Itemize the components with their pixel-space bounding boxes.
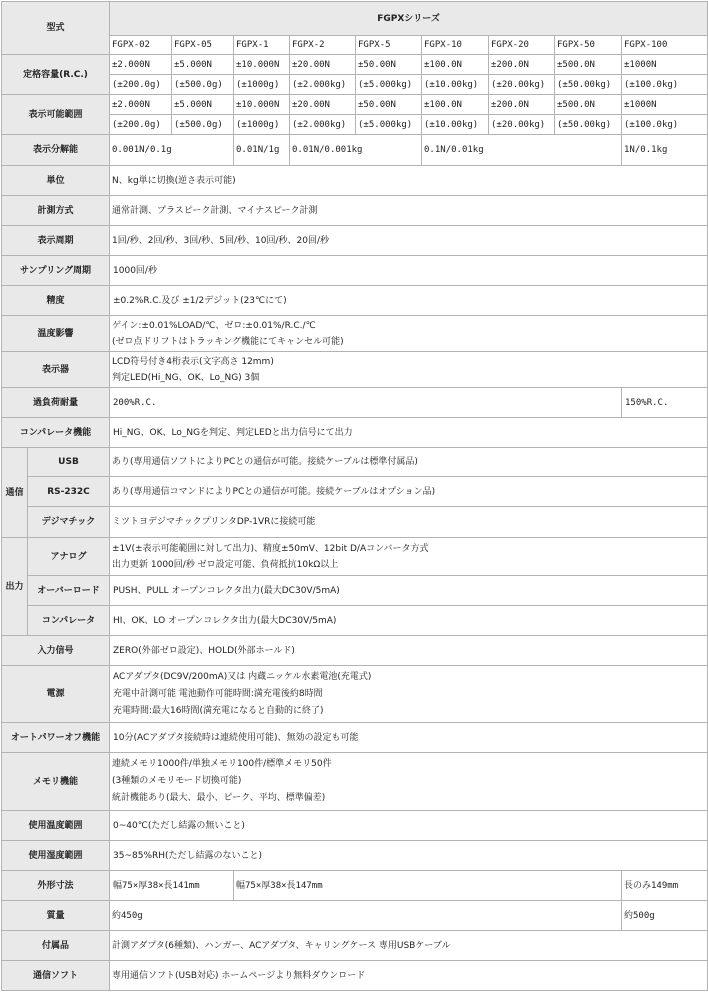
display-range-n: ±100.0N (422, 95, 489, 115)
dimensions-label: 外形寸法 (2, 871, 110, 901)
rs232c-label: RS-232C (28, 477, 110, 507)
display-range-kg: (±2.000kg) (290, 115, 356, 135)
power-label: 電源 (2, 666, 110, 723)
input-signal-value: ZERO(外部ゼロ設定)、HOLD(外部ホールド) (110, 636, 708, 666)
resolution-value: 0.01N/0.001kg (290, 135, 422, 166)
display-range-kg: (±100.0kg) (622, 115, 708, 135)
display-line: LCD符号付き4桁表示(文字高さ 12mm) (112, 356, 274, 367)
auto-power-off-label: オートパワーオフ機能 (2, 723, 110, 753)
display-range-kg: (±1000g) (234, 115, 290, 135)
auto-power-off-value: 10分(ACアダプタ接続時は連続使用可能)、無効の設定も可能 (110, 723, 708, 753)
overload-output-value: PUSH、PULL オープンコレクタ出力(最大DC30V/5mA) (110, 576, 708, 606)
overload-label: 過負荷耐量 (2, 388, 110, 418)
dimensions-value: 幅75×厚38×長141mm (110, 871, 234, 901)
resolution-label: 表示分解能 (2, 135, 110, 166)
overload-value: 200%R.C. (110, 388, 622, 418)
memory-line: 連続メモリ1000件/単独メモリ100件/標準メモリ50件 (112, 759, 332, 769)
resolution-value: 0.1N/0.01kg (422, 135, 622, 166)
rs232c-value: あり(専用通信コマンドによりPCとの通信が可能。接続ケーブルはオプション品) (110, 477, 708, 507)
comparator-value: Hi_NG、OK、Lo_NGを判定、判定LEDと出力信号にて出力 (110, 418, 708, 448)
display-range-n: ±10.000N (234, 95, 290, 115)
display-value (110, 352, 708, 388)
model-name: FGPX-1 (234, 36, 290, 55)
analog-line: 出力更新 1000回/秒 ゼロ設定可能、負荷抵抗10kΩ以上 (112, 559, 339, 570)
temp-effect-value (110, 316, 708, 352)
model-label: 型式 (2, 2, 110, 55)
dimensions-value: 長のみ149mm (622, 871, 708, 901)
display-range-kg: (±20.00kg) (489, 115, 555, 135)
output-group-label: 出力 (2, 538, 28, 636)
display-range-n: ±500.0N (555, 95, 622, 115)
display-range-kg: (±200.0g) (110, 115, 172, 135)
op-humidity-value: 35~85%RH(ただし結露のないこと) (110, 841, 708, 871)
rated-capacity-n: ±200.0N (489, 55, 555, 75)
rated-capacity-kg: (±10.00kg) (422, 75, 489, 95)
display-range-n: ±20.00N (290, 95, 356, 115)
power-line: 充電時間:最大16時間(満充電になると自動的に終了) (113, 705, 324, 716)
display-label: 表示器 (2, 352, 110, 388)
digimatic-label: デジマチック (28, 507, 110, 538)
analog-line: ±1V(±表示可能範囲に対して出力)、精度±50mV、12bit D/Aコンバータ方式 (112, 543, 429, 554)
series-title: FGPXシリーズ (110, 2, 708, 36)
rated-capacity-kg: (±20.00kg) (489, 75, 555, 95)
usb-label: USB (28, 448, 110, 477)
rated-capacity-n: ±50.00N (356, 55, 422, 75)
mass-value: 約500g (622, 901, 708, 931)
display-cycle-label: 表示周期 (2, 226, 110, 256)
display-range-n: ±5.000N (172, 95, 234, 115)
power-line: 充電中計測可能 電池動作可能時間:満充電後約8時間 (113, 688, 323, 699)
accuracy-label: 精度 (2, 286, 110, 316)
model-name: FGPX-20 (489, 36, 555, 55)
rated-capacity-n: ±500.0N (555, 55, 622, 75)
power-value (110, 666, 708, 723)
comm-soft-value: 専用通信ソフト(USB対応) ホームページより無料ダウンロード (110, 961, 708, 991)
op-humidity-label: 使用湿度範囲 (2, 841, 110, 871)
rated-capacity-n: ±20.00N (290, 55, 356, 75)
model-name: FGPX-05 (172, 36, 234, 55)
power-line: ACアダプタ(DC9V/200mA)又は 内蔵ニッケル水素電池(充電式) (113, 671, 372, 682)
resolution-value: 0.01N/1g (234, 135, 290, 166)
op-temp-label: 使用温度範囲 (2, 811, 110, 841)
comparator-label: コンパレータ機能 (2, 418, 110, 448)
dimensions-value: 幅75×厚38×長147mm (234, 871, 622, 901)
memory-value (110, 753, 708, 811)
temp-effect-line: (ゼロ点ドリフトはトラッキング機能にてキャンセル可能) (112, 336, 344, 347)
rated-capacity-n: ±5.000N (172, 55, 234, 75)
model-name: FGPX-10 (422, 36, 489, 55)
measure-mode-value: 通常計測、プラスピーク計測、マイナスピーク計測 (110, 196, 708, 226)
display-range-n: ±2.000N (110, 95, 172, 115)
comparator-output-label: コンパレータ (28, 606, 110, 636)
unit-value: N、kg単に切換(逆さ表示可能) (110, 166, 708, 196)
digimatic-value: ミツトヨデジマチックプリンタDP-1VRに接続可能 (110, 507, 708, 538)
rated-capacity-label: 定格容量(R.C.) (2, 55, 110, 95)
display-line: 判定LED(Hi_NG、OK、Lo_NG) 3個 (112, 372, 260, 383)
resolution-value: 1N/0.1kg (622, 135, 708, 166)
model-name: FGPX-02 (110, 36, 172, 55)
accessories-label: 付属品 (2, 931, 110, 961)
rated-capacity-kg: (±5.000kg) (356, 75, 422, 95)
rated-capacity-kg: (±1000g) (234, 75, 290, 95)
rated-capacity-n: ±1000N (622, 55, 708, 75)
memory-line: (3種類のメモリモード切換可能) (112, 776, 242, 786)
comm-group-label: 通信 (2, 448, 28, 538)
rated-capacity-kg: (±500.0g) (172, 75, 234, 95)
display-range-kg: (±10.00kg) (422, 115, 489, 135)
sampling-value: 1000回/秒 (110, 256, 708, 286)
display-cycle-value: 1回/秒、2回/秒、3回/秒、5回/秒、10回/秒、20回/秒 (110, 226, 708, 256)
display-range-n: ±1000N (622, 95, 708, 115)
rated-capacity-kg: (±2.000kg) (290, 75, 356, 95)
unit-label: 単位 (2, 166, 110, 196)
memory-label: メモリ機能 (2, 753, 110, 811)
model-name: FGPX-2 (290, 36, 356, 55)
rated-capacity-kg: (±50.00kg) (555, 75, 622, 95)
display-range-kg: (±5.000kg) (356, 115, 422, 135)
temp-effect-line: ゲイン:±0.01%LOAD/℃、ゼロ:±0.01%/R.C./℃ (112, 320, 316, 331)
rated-capacity-n: ±10.000N (234, 55, 290, 75)
rated-capacity-kg: (±200.0g) (110, 75, 172, 95)
op-temp-value: 0~40℃(ただし結露の無いこと) (110, 811, 708, 841)
display-range-kg: (±50.00kg) (555, 115, 622, 135)
input-signal-label: 入力信号 (2, 636, 110, 666)
overload-output-label: オーバーロード (28, 576, 110, 606)
analog-label: アナログ (28, 538, 110, 576)
measure-mode-label: 計測方式 (2, 196, 110, 226)
usb-value: あり(専用通信ソフトによりPCとの通信が可能。接続ケーブルは標準付属品) (110, 448, 708, 477)
accessories-value: 計測アダプタ(6種類)、ハンガー、ACアダプタ、キャリングケース 専用USBケーブル (110, 931, 708, 961)
memory-line: 統計機能あり(最大、最小、ピーク、平均、標準偏差) (112, 793, 326, 803)
overload-value: 150%R.C. (622, 388, 708, 418)
model-name: FGPX-50 (555, 36, 622, 55)
display-range-n: ±50.00N (356, 95, 422, 115)
comparator-output-value: HI、OK、LO オープンコレクタ出力(最大DC30V/5mA) (110, 606, 708, 636)
model-name: FGPX-100 (622, 36, 708, 55)
model-name: FGPX-5 (356, 36, 422, 55)
accuracy-value: ±0.2%R.C.及び ±1/2デジット(23℃にて) (110, 286, 708, 316)
resolution-value: 0.001N/0.1g (110, 135, 234, 166)
mass-value: 約450g (110, 901, 622, 931)
display-range-label: 表示可能範囲 (2, 95, 110, 135)
display-range-n: ±200.0N (489, 95, 555, 115)
rated-capacity-kg: (±100.0kg) (622, 75, 708, 95)
sampling-label: サンプリング周期 (2, 256, 110, 286)
display-range-kg: (±500.0g) (172, 115, 234, 135)
spec-table (1, 1, 708, 991)
rated-capacity-n: ±2.000N (110, 55, 172, 75)
mass-label: 質量 (2, 901, 110, 931)
comm-soft-label: 通信ソフト (2, 961, 110, 991)
temp-effect-label: 温度影響 (2, 316, 110, 352)
rated-capacity-n: ±100.0N (422, 55, 489, 75)
analog-value (110, 538, 708, 576)
